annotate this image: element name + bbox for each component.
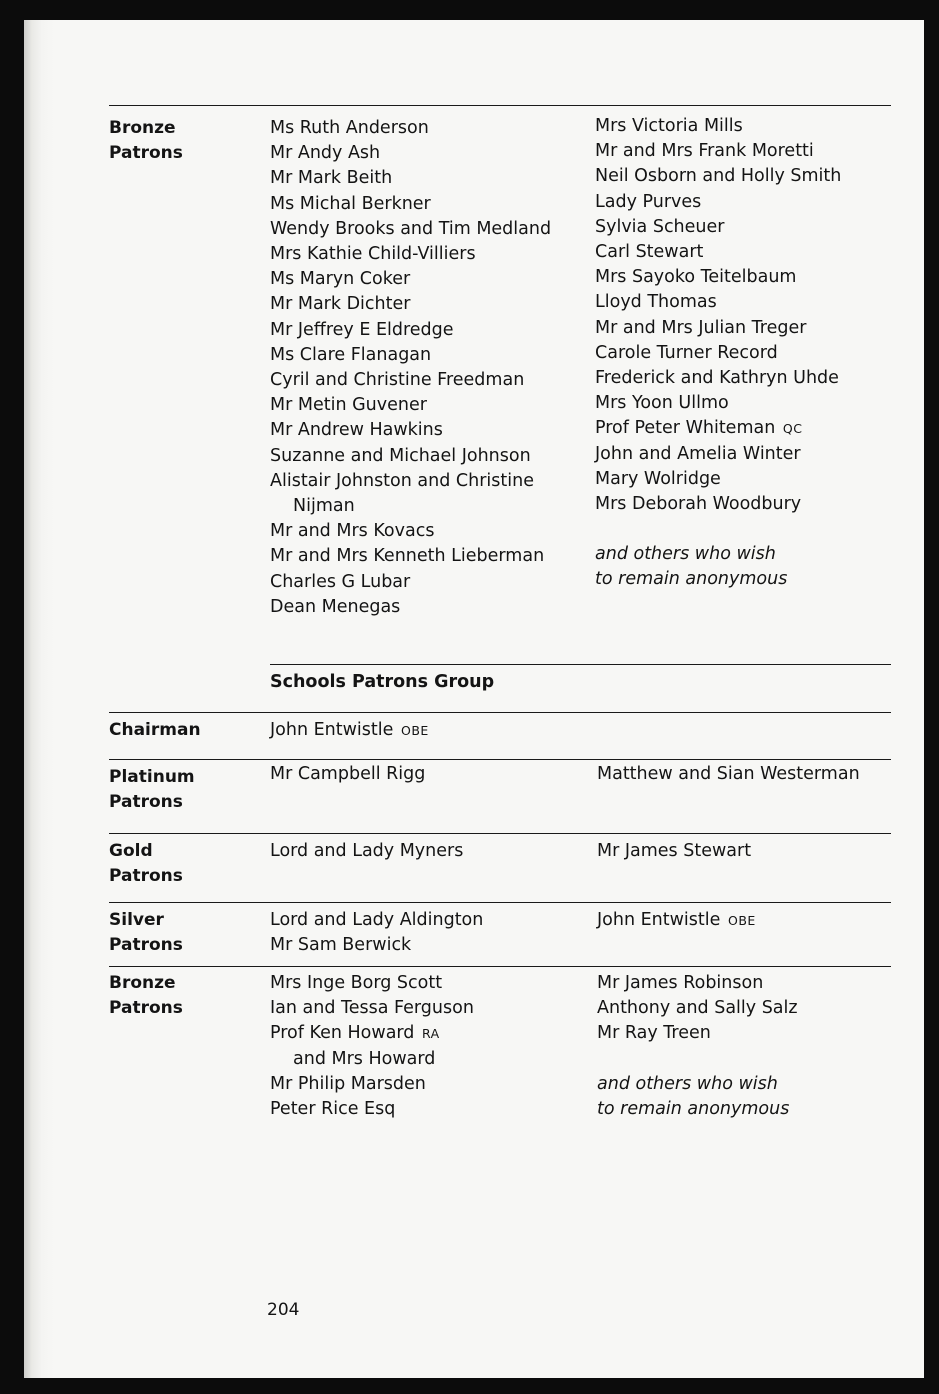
patron-name-text: Neil Osborn and Holly Smith [595, 166, 842, 187]
book-page [24, 20, 924, 1378]
section-rule [270, 664, 891, 665]
patron-name [595, 492, 841, 517]
patron-name-text: and others who wish [597, 1073, 778, 1094]
patron-name-text: Mr Sam Berwick [270, 935, 412, 956]
name-list-right [597, 971, 798, 1122]
patron-name [597, 839, 751, 864]
patron-name [595, 542, 841, 567]
patron-name-text: Alistair Johnston and Christine [270, 470, 534, 491]
patron-name [270, 718, 429, 743]
patron-name-text: Matthew and Sian Westerman [597, 764, 860, 784]
patron-name-text: to remain anonymous [595, 569, 788, 590]
patron-name-text: Carl Stewart [595, 242, 704, 263]
section-label: Chairman [109, 720, 201, 740]
patron-name-text: Mrs Inge Borg Scott [270, 973, 443, 993]
patron-name [270, 1072, 474, 1097]
patron-name [270, 996, 474, 1021]
patron-name [270, 141, 551, 166]
patron-name-text: John Entwistle [597, 910, 721, 930]
name-list-left [270, 908, 483, 958]
section-rule [109, 759, 891, 760]
patron-name-text: Lloyd Thomas [595, 292, 717, 313]
patron-name [595, 114, 841, 139]
patron-name [270, 839, 463, 864]
section-label: Bronze Patrons [109, 118, 183, 163]
section-rule [109, 105, 891, 106]
patron-name-text: Ms Michal Berkner [270, 193, 431, 214]
name-list-left [270, 718, 429, 743]
patron-name [597, 1072, 798, 1097]
patron-name-text: Dean Menegas [270, 596, 401, 617]
name-list-right [597, 839, 751, 864]
patron-name [595, 190, 841, 215]
section-rule [109, 712, 891, 713]
name-list-left [270, 971, 474, 1122]
group-title: Schools Patrons Group [270, 672, 495, 692]
patron-name-text: Anthony and Sally Salz [597, 998, 798, 1019]
patron-name [270, 908, 483, 933]
patron-name [270, 368, 551, 393]
patron-name [270, 971, 474, 996]
patron-name [597, 908, 756, 933]
patron-name [270, 469, 551, 494]
patron-name [597, 1097, 798, 1122]
patron-name [270, 762, 425, 787]
patron-name-text: Ms Ruth Anderson [270, 118, 429, 138]
patron-name [270, 1097, 474, 1122]
patron-name [595, 265, 841, 290]
patron-name-text: Mrs Victoria Mills [595, 116, 743, 136]
patron-name [595, 341, 841, 366]
patron-name-text: Mr Philip Marsden [270, 1073, 426, 1094]
patron-name [270, 494, 551, 519]
patron-name [597, 762, 860, 787]
patron-name [597, 971, 798, 996]
patron-name-text: Wendy Brooks and Tim Medland [270, 218, 552, 239]
name-list-right [597, 762, 860, 787]
patron-name-text: Cyril and Christine Freedman [270, 370, 525, 391]
patron-name-text: Mr Metin Guvener [270, 395, 427, 416]
patron-name [270, 242, 551, 267]
post-nominal: RA [422, 1026, 440, 1042]
patron-name [270, 393, 551, 418]
patron-name [270, 318, 551, 343]
patron-name-text: Mr Andy Ash [270, 143, 381, 164]
patron-name [270, 166, 551, 191]
patron-name-text: Lord and Lady Aldington [270, 910, 484, 930]
patron-name-text: Mr Andrew Hawkins [270, 420, 443, 441]
patron-name-text: Mrs Kathie Child-Villiers [270, 244, 476, 265]
patron-name-text: Mr and Mrs Julian Treger [595, 317, 807, 338]
patron-name-text: Mr and Mrs Frank Moretti [595, 141, 814, 162]
patron-name-text: Prof Ken Howard [270, 1023, 415, 1044]
patron-name-text: Mr Mark Dichter [270, 294, 411, 315]
section-label: Bronze Patrons [109, 973, 183, 1018]
patron-name [270, 1021, 474, 1046]
post-nominal: OBE [727, 913, 756, 928]
section-rule [109, 966, 891, 967]
patron-name [595, 290, 841, 315]
patron-name [270, 418, 551, 443]
patron-name-text: Prof Peter Whiteman [595, 418, 776, 439]
patron-name [595, 442, 841, 467]
patron-name [270, 343, 551, 368]
patron-name [270, 519, 551, 544]
post-nominal: OBE [400, 723, 429, 738]
patron-name-text: Mr Ray Treen [597, 1023, 711, 1044]
patron-name [270, 192, 551, 217]
name-list-left [270, 116, 551, 620]
patron-name-text: Mary Wolridge [595, 468, 721, 489]
patron-name [270, 1047, 474, 1072]
patron-name [270, 267, 551, 292]
patron-name [595, 139, 841, 164]
patron-name [597, 996, 798, 1021]
patron-name-text: Ian and Tessa Ferguson [270, 998, 474, 1019]
patron-name [595, 567, 841, 592]
patron-name [595, 416, 841, 441]
patron-name-text: Ms Maryn Coker [270, 269, 411, 290]
patron-name-text: Carole Turner Record [595, 342, 778, 363]
patron-name [595, 467, 841, 492]
patron-name [595, 316, 841, 341]
patron-name-text: Lady Purves [595, 191, 702, 212]
name-list-left [270, 762, 425, 787]
patron-name-text: Mr Mark Beith [270, 168, 393, 189]
patron-name-text: Frederick and Kathryn Uhde [595, 368, 839, 389]
patron-name [270, 217, 551, 242]
patron-name-text: Mr and Mrs Kenneth Lieberman [270, 546, 545, 567]
patron-name-text: Peter Rice Esq [270, 1099, 396, 1120]
section-label: Gold Patrons [109, 841, 183, 886]
patron-name-text: Mr James Stewart [597, 841, 752, 861]
patron-name-text: John Entwistle [270, 720, 394, 740]
patron-name-text: Mrs Yoon Ullmo [595, 393, 729, 414]
patron-name [270, 595, 551, 620]
section-rule [109, 833, 891, 834]
patron-name-text: Mr Jeffrey E Eldredge [270, 319, 454, 340]
name-list-left [270, 839, 463, 864]
section-label: Silver Patrons [109, 910, 183, 955]
patron-name [270, 570, 551, 595]
name-list-right [595, 114, 841, 593]
patron-name-text: Lord and Lady Myners [270, 841, 464, 861]
patron-name [270, 933, 483, 958]
patron-name [597, 1021, 798, 1046]
patron-name-text: Suzanne and Michael Johnson [270, 445, 531, 466]
name-list-right [597, 908, 756, 933]
post-nominal: QC [782, 421, 803, 437]
patron-name-text: to remain anonymous [597, 1098, 790, 1119]
patron-name [270, 292, 551, 317]
patron-name [595, 366, 841, 391]
page-edge-shadow [24, 20, 54, 1378]
patron-name-text: and others who wish [595, 544, 776, 565]
patron-name [270, 116, 551, 141]
section-label: Platinum Patrons [109, 767, 195, 812]
patron-name [595, 391, 841, 416]
patron-name-text: Mr Campbell Rigg [270, 764, 426, 784]
page-number: 204 [267, 1300, 300, 1320]
patron-name [595, 240, 841, 265]
patron-name [595, 164, 841, 189]
patron-name-text: Mr and Mrs Kovacs [270, 521, 435, 542]
patron-name-text: Nijman [293, 496, 355, 517]
patron-name [270, 544, 551, 569]
patron-name-text: Charles G Lubar [270, 571, 411, 592]
patron-name-text: Ms Clare Flanagan [270, 344, 432, 365]
patron-name-text: Mrs Sayoko Teitelbaum [595, 267, 797, 288]
section-rule [109, 902, 891, 903]
patron-name-text: John and Amelia Winter [595, 443, 801, 464]
patron-name-text: and Mrs Howard [293, 1048, 436, 1069]
patron-name [595, 215, 841, 240]
patron-name-text: Sylvia Scheuer [595, 216, 725, 237]
patron-name-text: Mrs Deborah Woodbury [595, 494, 802, 515]
patron-name-text: Mr James Robinson [597, 973, 764, 993]
patron-name [270, 444, 551, 469]
